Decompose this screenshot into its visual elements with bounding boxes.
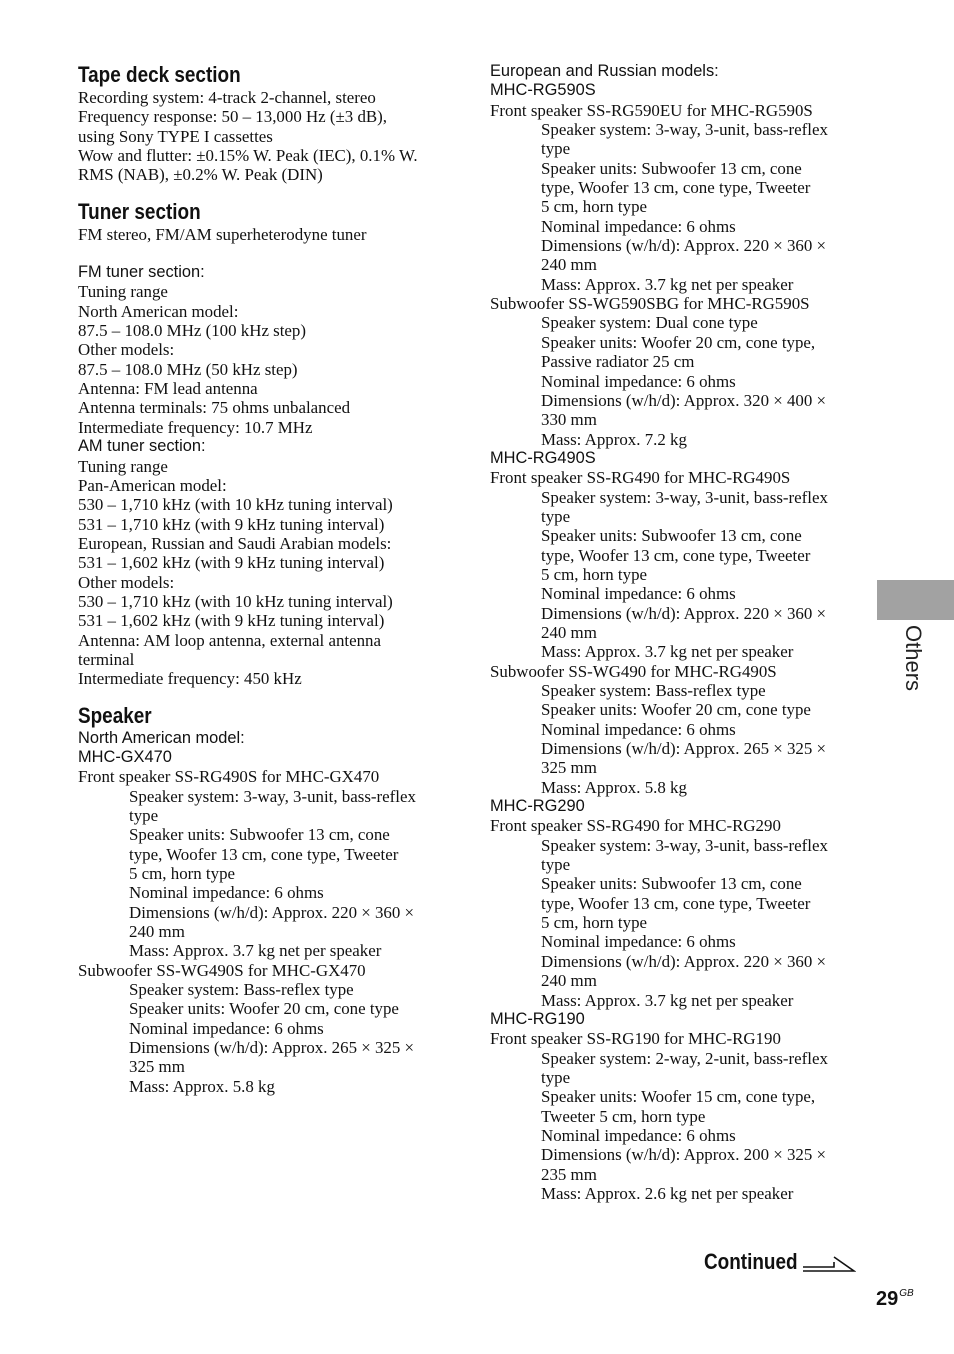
- rg490s-sub-title: Subwoofer SS-WG490 for MHC-RG490S: [490, 661, 777, 681]
- spec-line: 5 cm, horn type: [129, 864, 236, 884]
- spec-line: Nominal impedance: 6 ohms: [541, 719, 736, 739]
- spec-line: 325 mm: [129, 1057, 185, 1077]
- spec-line: Antenna: AM loop antenna, external antenna: [78, 630, 381, 650]
- section-tab-label: Others: [901, 625, 926, 692]
- spec-line: European, Russian and Saudi Arabian models:: [78, 533, 392, 553]
- spec-line: Dimensions (w/h/d): Approx. 265 × 325 ×: [129, 1038, 415, 1058]
- spec-line: Pan-American model:: [78, 475, 227, 495]
- spec-line: Intermediate frequency: 450 kHz: [78, 669, 302, 689]
- spec-line: 531 – 1,602 kHz (with 9 kHz tuning interval): [78, 611, 385, 631]
- rg290-front-title: Front speaker SS-RG490 for MHC-RG290: [490, 816, 781, 836]
- spec-line: Speaker units: Subwoofer 13 cm, cone: [541, 874, 802, 894]
- spec-line: Mass: Approx. 2.6 kg net per speaker: [541, 1183, 794, 1203]
- right-column: [490, 62, 860, 1203]
- spec-line: 325 mm: [541, 758, 597, 778]
- spec-line: Dimensions (w/h/d): Approx. 320 × 400 ×: [541, 390, 827, 410]
- rg490s-sub-specs: [490, 681, 860, 797]
- spec-line: Speaker system: 3-way, 3-unit, bass-reflex: [541, 120, 828, 140]
- spec-line: Passive radiator 25 cm: [541, 352, 695, 372]
- spec-line: Tuning range: [78, 282, 168, 302]
- spec-line: type, Woofer 13 cm, cone type, Tweeter: [541, 545, 811, 565]
- tuner-heading: Tuner section: [78, 198, 201, 224]
- spec-line: using Sony TYPE I cassettes: [78, 126, 273, 146]
- spec-line: Speaker system: 3-way, 3-unit, bass-reflex: [541, 835, 828, 855]
- spec-line: Recording system: 4-track 2-channel, stereo: [78, 88, 376, 107]
- spec-line: terminal: [78, 649, 135, 669]
- rg290-front-specs: [490, 836, 860, 1010]
- spec-line: 5 cm, horn type: [541, 564, 648, 584]
- spec-line: Antenna terminals: 75 ohms unbalanced: [78, 398, 351, 418]
- spec-line: 530 – 1,710 kHz (with 10 kHz tuning interval): [78, 495, 393, 515]
- rg590s-sub-title: Subwoofer SS-WG590SBG for MHC-RG590S: [490, 294, 810, 314]
- spec-line: Speaker units: Woofer 15 cm, cone type,: [541, 1087, 816, 1107]
- continued-arrow-icon: [802, 1252, 856, 1274]
- spec-line: Speaker system: 2-way, 2-unit, bass-reflex: [541, 1048, 828, 1068]
- section-tab: [877, 580, 954, 620]
- rg590s-front-title: Front speaker SS-RG590EU for MHC-RG590S: [490, 100, 813, 120]
- spec-line: Nominal impedance: 6 ohms: [541, 371, 736, 391]
- spec-line: Wow and flutter: ±0.15% W. Peak (IEC), 0.1% W.: [78, 146, 418, 166]
- front-speaker-title: Front speaker SS-RG490S for MHC-GX470: [78, 767, 380, 787]
- spec-line: Dimensions (w/h/d): Approx. 220 × 360 ×: [129, 902, 415, 922]
- spec-line: Other models:: [78, 572, 175, 592]
- spec-line: Nominal impedance: 6 ohms: [541, 216, 736, 236]
- spec-line: Intermediate frequency: 10.7 MHz: [78, 417, 313, 437]
- spec-line: Mass: Approx. 3.7 kg net per speaker: [541, 274, 794, 294]
- rg190-front-specs: [490, 1049, 860, 1204]
- spec-line: Antenna: FM lead antenna: [78, 379, 258, 399]
- subwoofer-title: Subwoofer SS-WG490S for MHC-GX470: [78, 960, 366, 980]
- spec-line: Frequency response: 50 – 13,000 Hz (±3 dB),: [78, 107, 388, 127]
- spec-line: 330 mm: [541, 410, 597, 430]
- spec-line: North American model:: [78, 301, 239, 321]
- spec-line: 240 mm: [129, 922, 185, 942]
- spec-line: 240 mm: [541, 622, 597, 642]
- front-speaker-specs: [78, 787, 450, 961]
- tape-deck-heading: Tape deck section: [78, 62, 241, 87]
- continued-label: Continued: [704, 1249, 798, 1274]
- spec-line: Nominal impedance: 6 ohms: [129, 1018, 324, 1038]
- spec-line: Mass: Approx. 5.8 kg: [541, 777, 687, 797]
- spec-line: Tuning range: [78, 456, 168, 476]
- spec-line: 530 – 1,710 kHz (with 10 kHz tuning interval): [78, 591, 393, 611]
- spec-line: type, Woofer 13 cm, cone type, Tweeter: [541, 893, 811, 913]
- spec-line: Speaker units: Woofer 20 cm, cone type: [541, 700, 811, 720]
- spec-line: Speaker system: Dual cone type: [541, 313, 758, 333]
- spec-line: Speaker system: Bass-reflex type: [129, 980, 354, 1000]
- spec-line: RMS (NAB), ±0.2% W. Peak (DIN): [78, 165, 323, 185]
- spec-line: 531 – 1,710 kHz (with 9 kHz tuning interval): [78, 514, 385, 534]
- spec-line: Tweeter 5 cm, horn type: [541, 1106, 706, 1126]
- spec-line: type: [129, 806, 159, 825]
- spec-line: Speaker units: Subwoofer 13 cm, cone: [541, 526, 802, 546]
- spec-line: 235 mm: [541, 1164, 597, 1184]
- am-tuner-lines: [78, 457, 450, 689]
- model-rg290: MHC-RG290: [490, 797, 585, 816]
- speaker-heading: Speaker: [78, 702, 152, 728]
- spec-line: 5 cm, horn type: [541, 913, 648, 933]
- spec-line: Nominal impedance: 6 ohms: [129, 883, 324, 903]
- page-number-suffix: GB: [899, 1288, 914, 1299]
- spec-line: Dimensions (w/h/d): Approx. 220 × 360 ×: [541, 236, 827, 256]
- model-rg190: MHC-RG190: [490, 1009, 585, 1028]
- spec-line: Mass: Approx. 5.8 kg: [129, 1076, 275, 1096]
- eu-region-label: European and Russian models:: [490, 62, 719, 80]
- spec-line: Speaker units: Subwoofer 13 cm, cone: [541, 158, 802, 178]
- spec-line: Nominal impedance: 6 ohms: [541, 584, 736, 604]
- spec-line: 87.5 – 108.0 MHz (50 kHz step): [78, 359, 298, 379]
- tape-deck-lines: [78, 88, 450, 185]
- spec-line: type: [541, 855, 571, 875]
- spec-line: Mass: Approx. 3.7 kg net per speaker: [541, 990, 794, 1010]
- speaker-region: North American model:: [78, 728, 245, 747]
- spec-line: type, Woofer 13 cm, cone type, Tweeter: [541, 178, 811, 198]
- spec-line: 240 mm: [541, 971, 597, 991]
- spec-line: Dimensions (w/h/d): Approx. 265 × 325 ×: [541, 739, 827, 759]
- spec-line: Nominal impedance: 6 ohms: [541, 932, 736, 952]
- am-tuner-heading: AM tuner section:: [78, 437, 206, 456]
- spec-line: Mass: Approx. 3.7 kg net per speaker: [541, 642, 794, 662]
- spec-line: Nominal impedance: 6 ohms: [541, 1125, 736, 1145]
- model-rg590s: MHC-RG590S: [490, 81, 596, 100]
- rg490s-front-title: Front speaker SS-RG490 for MHC-RG490S: [490, 468, 791, 488]
- spec-line: Speaker units: Subwoofer 13 cm, cone: [129, 825, 390, 845]
- section-tab-label-box: [901, 625, 934, 705]
- rg490s-front-specs: [490, 488, 860, 662]
- spec-line: Dimensions (w/h/d): Approx. 220 × 360 ×: [541, 951, 827, 971]
- fm-tuner-lines: [78, 282, 450, 437]
- spec-line: 87.5 – 108.0 MHz (100 kHz step): [78, 321, 306, 341]
- subwoofer-specs: [78, 980, 450, 1096]
- spec-line: Dimensions (w/h/d): Approx. 200 × 325 ×: [541, 1145, 827, 1165]
- spec-line: type, Woofer 13 cm, cone type, Tweeter: [129, 844, 399, 864]
- tuner-intro: FM stereo, FM/AM superheterodyne tuner: [78, 224, 367, 244]
- fm-tuner-heading: FM tuner section:: [78, 263, 205, 282]
- spec-line: Mass: Approx. 3.7 kg net per speaker: [129, 941, 382, 961]
- page-number: [876, 1288, 914, 1311]
- rg590s-sub-specs: [490, 313, 860, 448]
- spec-line: Speaker system: 3-way, 3-unit, bass-reflex: [541, 487, 828, 507]
- spec-line: Speaker units: Woofer 20 cm, cone type,: [541, 332, 816, 352]
- rg590s-front-specs: [490, 120, 860, 294]
- spec-line: 531 – 1,602 kHz (with 9 kHz tuning interval): [78, 553, 385, 573]
- spec-line: 5 cm, horn type: [541, 197, 648, 217]
- speaker-model: MHC-GX470: [78, 747, 172, 766]
- spec-line: Speaker system: 3-way, 3-unit, bass-reflex: [129, 786, 416, 806]
- spec-line: Speaker units: Woofer 20 cm, cone type: [129, 999, 399, 1019]
- spec-line: type: [541, 1067, 571, 1087]
- spec-line: 240 mm: [541, 255, 597, 275]
- spec-line: type: [541, 506, 571, 526]
- rg190-front-title: Front speaker SS-RG190 for MHC-RG190: [490, 1029, 781, 1049]
- model-rg490s: MHC-RG490S: [490, 448, 596, 467]
- spec-line: Other models:: [78, 340, 175, 360]
- spec-line: Dimensions (w/h/d): Approx. 220 × 360 ×: [541, 603, 827, 623]
- spec-line: Speaker system: Bass-reflex type: [541, 681, 766, 700]
- spec-line: type: [541, 139, 571, 159]
- spec-line: Mass: Approx. 7.2 kg: [541, 429, 687, 449]
- left-column: [78, 62, 450, 1096]
- page-number-value: 29: [876, 1288, 899, 1310]
